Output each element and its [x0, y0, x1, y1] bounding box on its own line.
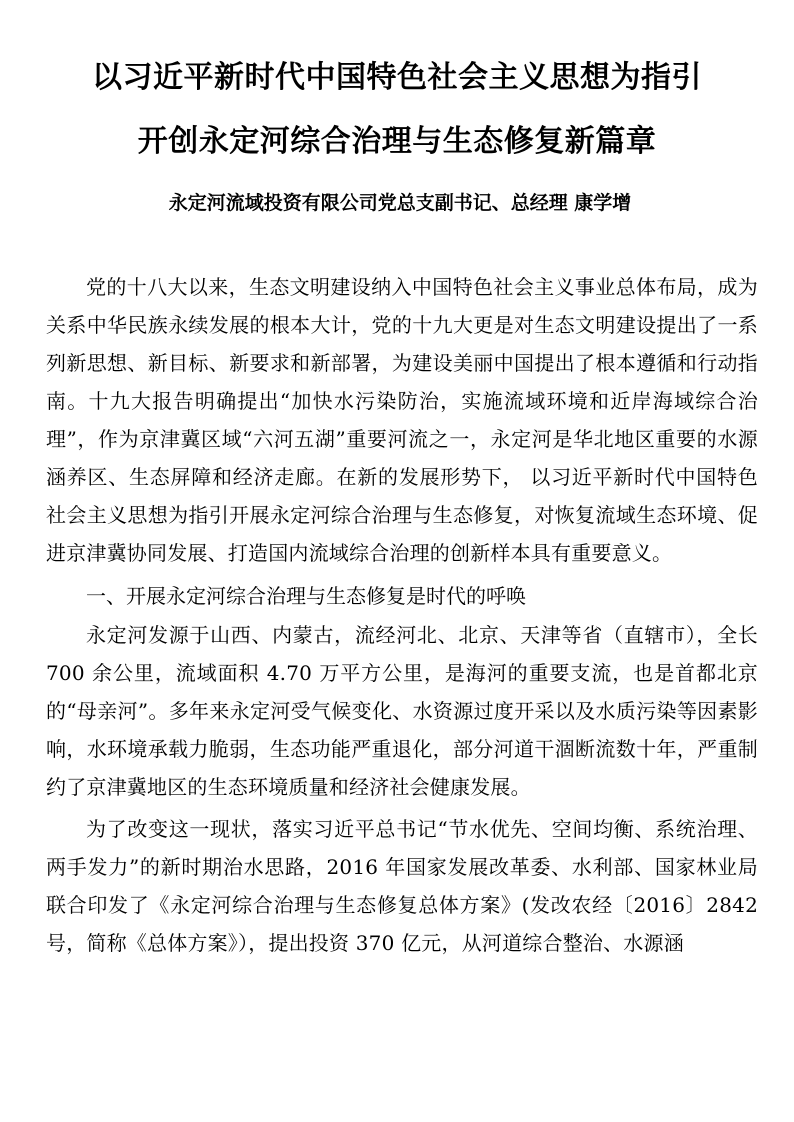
document-body [46, 268, 758, 962]
author-byline: 永定河流域投资有限公司党总支副书记、总经理 康学增 [168, 192, 632, 214]
paragraph-plan: 为了改变这一现状，落实习近平总书记“节水优先、空间均衡、系统治理、两手发力”的新时期治水思路，2016 年国家发展改革委、水利部、国家林业局联合印发了《永定河综合治理与生态修复总体方案》(发改农经〔2016〕2842 号，简称《总体方案》），提出投资 370 亿元，从河道综合整治、水源涵 [46, 817, 758, 955]
paragraph-intro: 党的十八大以来，生态文明建设纳入中国特色社会主义事业总体布局，成为关系中华民族永续发展的根本大计，党的十九大更是对生态文明建设提出了一系列新思想、新目标、新要求和新部署，为建设美丽中国提出了根本遵循和行动指南。十九大报告明确提出“加快水污染防治，实施流域环境和近岸海域综合治理”，作为京津冀区域“六河五湖”重要河流之一，永定河是华北地区重要的水源涵养区、生态屏障和经济走廊。在新的发展形势下， 以习近平新时代中国特色社会主义思想为指引开展永定河综合治理与生态修复，对恢复流域生态环境、促进京津冀协同发展、打造国内流域综合治理的创新样本具有重要意义。 [46, 275, 758, 565]
title-line-1: 以习近平新时代中国特色社会主义思想为指引 [92, 60, 702, 95]
paragraph-river-overview: 永定河发源于山西、内蒙古，流经河北、北京、天津等省（直辖市），全长 700 余公里，流域面积 4.70 万平方公里，是海河的重要支流，也是首都北京的“母亲河”。多年来永定河受气候变化、水资源过度开采以及水质污染等因素影响，水环境承载力脆弱，生态功能严重退化，部分河道干涸断流数十年，严重制约了京津冀地区的生态环境质量和经济社会健康发展。 [46, 623, 758, 799]
title-line-2: 开创永定河综合治理与生态修复新篇章 [137, 124, 657, 159]
section-heading: 一、开展永定河综合治理与生态修复是时代的呼唤 [86, 584, 526, 608]
